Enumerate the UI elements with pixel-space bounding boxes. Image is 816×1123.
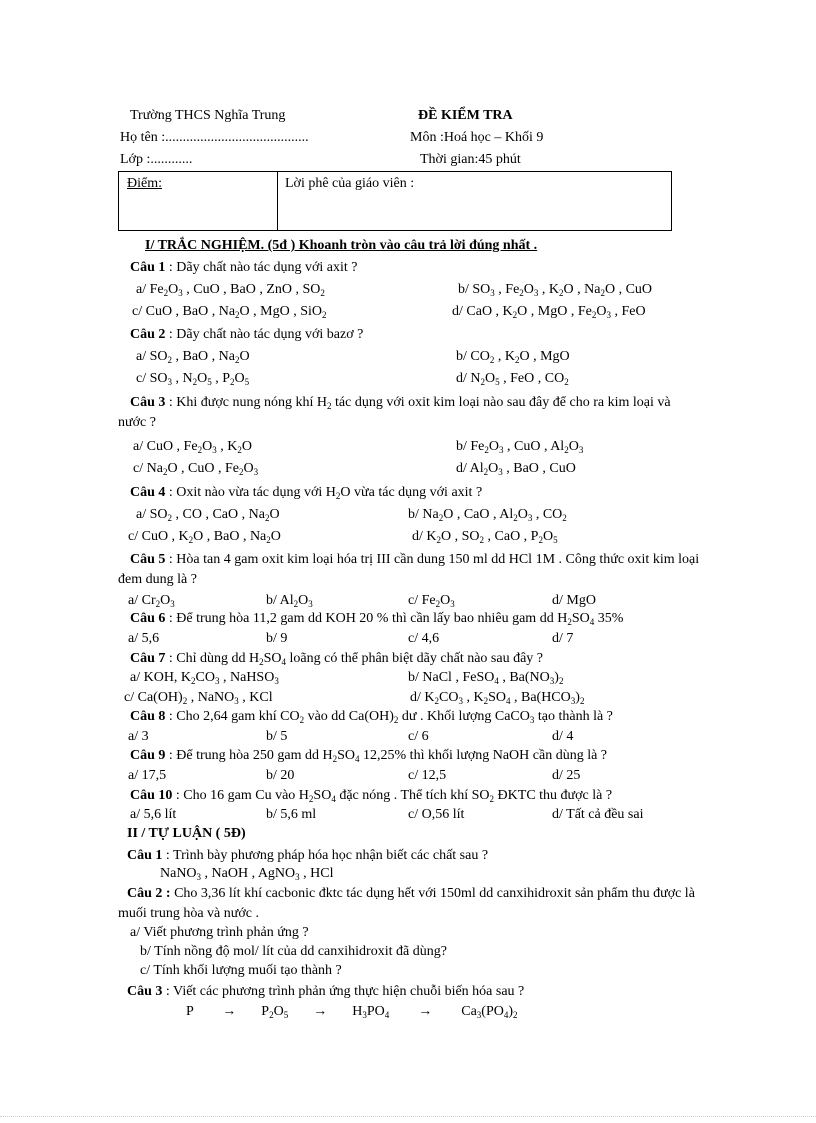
essay-q2-b: b/ Tính nồng độ mol/ lít của dd canxihidroxit đã dùng? [140, 944, 447, 959]
box-divider [277, 172, 278, 230]
answer-option-d[interactable]: d/ $N_2O_5$ , FeO , $CO_2$ [456, 371, 569, 387]
answer-option-a[interactable]: a/ 5,6 lít [130, 807, 177, 822]
answer-option-a[interactable]: a/ 3 [128, 729, 149, 744]
answer-option-d[interactable]: d/ CaO , $K_2O$ , MgO , $Fe_2O_3$ , FeO [452, 304, 646, 320]
chain-item: P [186, 1004, 194, 1019]
answer-option-a[interactable]: a/ $Fe_2O_3$ , CuO , BaO , ZnO , $SO_2$ [136, 282, 325, 298]
answer-option-b[interactable]: b/ $Al_2O_3$ [266, 593, 313, 609]
page-bottom-dots [0, 1116, 816, 1118]
essay-q3-text: : Viết các phương trình phản ứng thực hiện chuỗi biến hóa sau ? [165, 984, 525, 999]
arrow-icon: → [222, 1004, 237, 1019]
essay-q1 [127, 848, 488, 864]
question-text: : Cho 16 gam Cu vào $H_2SO_4$ đặc nóng . Thể tích khí $SO_2$ ĐKTC thu được là ? [172, 788, 613, 804]
question-7 [130, 651, 543, 667]
essay-q2-text2: muối trung hòa và nước . [118, 906, 259, 921]
question-text: : Để trung hòa 250 gam dd $H_2SO_4$ 12,25% thì khối lượng NaOH cần dùng là ? [165, 748, 608, 764]
answer-option-d[interactable]: d/ $K_2CO_3$ , $K_2SO_4$ , $Ba(HCO_3)_2$ [410, 690, 585, 706]
answer-option-c[interactable]: c/ $Na_2O$ , CuO , $Fe_2O_3$ [133, 461, 259, 477]
question-9 [130, 748, 607, 764]
answer-option-a[interactable]: a/ KOH, $K_2CO_3$ , NaHSO$_3$ [130, 670, 279, 686]
answer-option-c[interactable]: c/ $Fe_2O_3$ [408, 593, 455, 609]
answer-option-d[interactable]: d/ MgO [552, 593, 596, 608]
answer-option-d[interactable]: d/ $K_2O$ , $SO_2$ , CaO , $P_2O_5$ [412, 529, 558, 545]
answer-option-d[interactable]: d/ 7 [552, 631, 574, 646]
question-1 [130, 260, 357, 276]
answer-option-c[interactable]: c/ O,56 lít [408, 807, 465, 822]
chain-item: $P_2O_5$ [261, 1004, 289, 1020]
answer-option-b[interactable]: b/ 20 [266, 768, 295, 783]
question-2 [130, 327, 363, 343]
arrow-icon: → [313, 1004, 328, 1019]
essay-q2-label: Câu 2 : [127, 886, 171, 901]
answer-option-a[interactable]: a/ 17,5 [128, 768, 167, 783]
answer-option-d[interactable]: d/ 4 [552, 729, 574, 744]
answer-option-a[interactable]: a/ 5,6 [128, 631, 160, 646]
answer-option-b[interactable]: b/ $Na_2O$ , CaO , $Al_2O_3$ , $CO_2$ [408, 507, 567, 523]
answer-option-c[interactable]: c/ CuO , BaO , $Na_2O$ , MgO , SiO$_2$ [132, 304, 327, 320]
school-name: Trường THCS Nghĩa Trung [130, 108, 286, 123]
essay-q1-label: Câu 1 [127, 848, 163, 863]
question-text: : Để trung hòa 11,2 gam dd KOH 20 % thì cần lấy bao nhiêu gam dd $H_2SO_4$ 35% [165, 611, 624, 627]
reaction-chain [186, 1004, 518, 1020]
question-text: : Cho 2,64 gam khí $CO_2$ vào dd $Ca(OH)_2$ dư . Khối lượng CaCO$_3$ tạo thành là ? [165, 709, 613, 725]
comment-label: Lời phê của giáo viên : [285, 176, 415, 191]
answer-option-b[interactable]: b/ $SO_3$ , $Fe_2O_3$ , $K_2O$ , $Na_2O$ , CuO [458, 282, 653, 298]
question-10 [130, 788, 612, 804]
question-label: Câu 8 [130, 709, 166, 724]
question-text-cont: nước ? [118, 415, 156, 430]
question-text: : Dãy chất nào tác dụng với bazơ ? [165, 327, 364, 342]
question-text: : Khi được nung nóng khí $H_2$ tác dụng với oxit kim loại nào sau đây để cho ra kim loại và [165, 395, 671, 411]
essay-q2-text: Cho 3,36 lít khí cacbonic đktc tác dụng hết với 150ml dd canxihidroxit sản phẩm thu được là [174, 886, 695, 901]
question-label: Câu 4 [130, 485, 166, 500]
score-label: Điểm: [127, 176, 162, 191]
answer-option-c[interactable]: c/ 12,5 [408, 768, 447, 783]
answer-option-a[interactable]: a/ $SO_2$ , BaO , $Na_2O$ [136, 349, 250, 365]
answer-option-a[interactable]: a/ $SO_2$ , CO , CaO , $Na_2O$ [136, 507, 280, 523]
question-label: Câu 7 [130, 651, 166, 666]
answer-option-d[interactable]: d/ $Al_2O_3$ , BaO , CuO [456, 461, 576, 477]
answer-option-b[interactable]: b/ 5 [266, 729, 288, 744]
question-label: Câu 3 [130, 395, 166, 410]
subject-line: Môn :Hoá học – Khối 9 [410, 130, 544, 145]
answer-option-c[interactable]: c/ $Ca(OH)_2$ , NaNO$_3$ , KCl [124, 690, 273, 706]
answer-option-c[interactable]: c/ CuO , $K_2O$ , BaO , $Na_2O$ [128, 529, 281, 545]
question-label: Câu 5 [130, 552, 166, 567]
question-3 [130, 395, 671, 411]
class-line: Lớp :............ [120, 152, 193, 167]
question-label: Câu 10 [130, 788, 173, 803]
answer-option-d[interactable]: d/ 25 [552, 768, 581, 783]
question-label: Câu 9 [130, 748, 166, 763]
essay-q1-text: : Trình bày phương pháp hóa học nhận biết các chất sau ? [165, 848, 489, 863]
answer-option-a[interactable]: a/ $Cr_2O_3$ [128, 593, 175, 609]
answer-option-c[interactable]: c/ 6 [408, 729, 429, 744]
score-box [118, 171, 672, 231]
time-line: Thời gian:45 phút [420, 152, 521, 167]
answer-option-b[interactable]: b/ NaCl , FeSO$_4$ , $Ba(NO_3)_2$ [408, 670, 564, 686]
answer-option-b[interactable]: b/ $Fe_2O_3$ , CuO , $Al_2O_3$ [456, 439, 584, 455]
question-5 [130, 552, 699, 568]
answer-option-b[interactable]: b/ 9 [266, 631, 288, 646]
essay-q2-a: a/ Viết phương trình phản ứng ? [130, 925, 309, 940]
question-label: Câu 6 [130, 611, 166, 626]
answer-option-a[interactable]: a/ CuO , $Fe_2O_3$ , $K_2O$ [133, 439, 252, 455]
essay-q3 [127, 984, 524, 1000]
answer-option-d[interactable]: d/ Tất cả đều sai [552, 807, 644, 822]
question-8 [130, 709, 613, 725]
answer-option-c[interactable]: c/ $SO_3$ , $N_2O_5$ , $P_2O_5$ [136, 371, 250, 387]
name-line: Họ tên :......................................... [120, 130, 309, 145]
essay-q1-items: NaNO$_3$ , NaOH , AgNO$_3$ , HCl [160, 866, 334, 882]
question-label: Câu 2 [130, 327, 166, 342]
exam-title: ĐỀ KIỂM TRA [418, 108, 513, 123]
question-text: : Chỉ dùng dd $H_2SO_4$ loãng có thể phân biệt dãy chất nào sau đây ? [165, 651, 544, 667]
essay-q2-c: c/ Tính khối lượng muối tạo thành ? [140, 963, 342, 978]
question-4 [130, 485, 482, 501]
question-text: : Oxit nào vừa tác dụng với $H_2O$ vừa tác dụng với axit ? [165, 485, 483, 501]
chain-item: $H_3PO_4$ [352, 1004, 390, 1020]
essay-q2 [127, 886, 695, 902]
answer-option-c[interactable]: c/ 4,6 [408, 631, 440, 646]
essay-q3-label: Câu 3 [127, 984, 163, 999]
arrow-icon: → [418, 1004, 433, 1019]
question-6 [130, 611, 623, 627]
question-label: Câu 1 [130, 260, 166, 275]
part1-heading: I/ TRẮC NGHIỆM. (5đ ) Khoanh tròn vào câu trả lời đúng nhất . [145, 238, 538, 253]
answer-option-b[interactable]: b/ 5,6 ml [266, 807, 317, 822]
part2-heading: II / TỰ LUẬN ( 5Đ) [127, 826, 246, 841]
chain-item: $Ca_3(PO_4)_2$ [461, 1004, 518, 1020]
question-text: : Dãy chất nào tác dụng với axit ? [165, 260, 358, 275]
question-text-cont: đem dung là ? [118, 572, 197, 587]
answer-option-b[interactable]: b/ $CO_2$ , $K_2O$ , MgO [456, 349, 570, 365]
question-text: : Hòa tan 4 gam oxit kim loại hóa trị III cần dung 150 ml dd HCl 1M . Công thức oxit kim loại [165, 552, 700, 567]
